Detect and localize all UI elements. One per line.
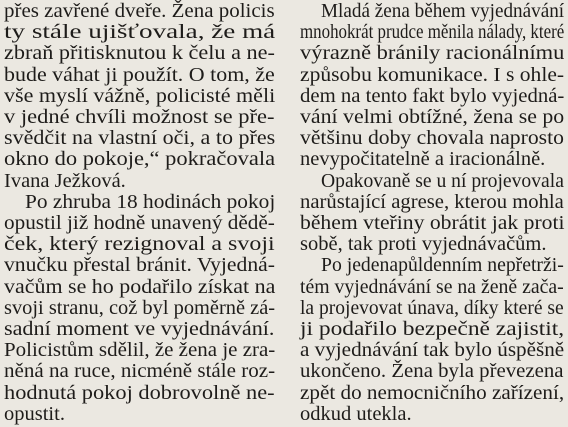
- text-line: vačům se ho podařilo získat na: [4, 275, 276, 298]
- text-line: způsobu komunikace. I s ohle-: [300, 63, 565, 86]
- text-line: svědčit na vlastní oči, a to přes: [4, 127, 276, 150]
- text-line: zpět do nemocničního zařízení,: [300, 381, 565, 404]
- text-line: dem na tento fakt bylo vyjedná-: [300, 84, 565, 107]
- text-line: svoji stranu, což byl poměrně zá-: [4, 296, 276, 319]
- text-line: a vyjednávání tak bylo úspěšně: [300, 339, 565, 362]
- text-line: okno do pokoje,“ pokračovala: [4, 148, 276, 171]
- text-line: něná na ruce, nicméně stále roz-: [4, 360, 276, 383]
- text-line: ji podařilo bezpečně zajistit,: [300, 318, 565, 340]
- text-line: v jedné chvíli možnost se pře-: [4, 106, 275, 128]
- text-line: ček, který rezignoval a svoji: [4, 233, 275, 256]
- text-line: vání velmi obtížné, žena se po: [300, 106, 565, 128]
- text-line: Opakovaně se u ní projevovala: [321, 169, 564, 192]
- text-line: la projevovat únava, díky které se: [300, 296, 564, 319]
- text-line: sadní moment ve vyjednávání.: [4, 318, 275, 340]
- text-line: hodnutá pokoj dobrovolně ne-: [4, 381, 275, 404]
- text-line: nevypočitatelně a iracionálně.: [300, 148, 546, 171]
- text-line: během vteřiny obrátit jak proti: [300, 212, 565, 234]
- text-line: tém vyjednávání se na ženě zača-: [300, 275, 564, 298]
- text-line: Ivana Ježková.: [4, 169, 126, 192]
- text-line: odkud utekla.: [300, 402, 412, 425]
- text-line: Policistům sdělil, že žena je zra-: [4, 339, 276, 362]
- text-line: ty stále ujišťovala, že má: [4, 21, 276, 44]
- text-line: bude váhat ji použít. O tom, že: [4, 63, 275, 86]
- text-line: opustil již hodně unavený dědě-: [4, 212, 275, 234]
- text-line: narůstající agrese, kterou mohla: [300, 190, 564, 213]
- text-line: sobě, tak proti vyjednávačům.: [300, 233, 547, 256]
- text-line: opustit.: [4, 402, 65, 425]
- text-line: mnohokrát prudce měnila nálady, které: [300, 21, 565, 44]
- text-line: zbraň přitisknutou k čelu a ne-: [4, 42, 275, 65]
- text-line: výrazně bránily racionálnímu: [300, 42, 565, 65]
- text-line: ukončeno. Žena byla převezena: [300, 360, 564, 383]
- text-line: vše myslí vážně, policisté měli: [4, 84, 276, 107]
- text-line: Po jedenapůldenním nepřetrži-: [321, 254, 564, 277]
- text-line: Po zhruba 18 hodinách pokoj: [25, 190, 276, 213]
- text-line: vnučku přestal bránit. Vyjedná-: [4, 254, 275, 277]
- text-line: přes zavřené dveře. Žena policis: [4, 0, 275, 22]
- text-line: většinu doby chovala naprosto: [300, 127, 564, 150]
- text-line: Mladá žena během vyjednávání: [321, 0, 565, 22]
